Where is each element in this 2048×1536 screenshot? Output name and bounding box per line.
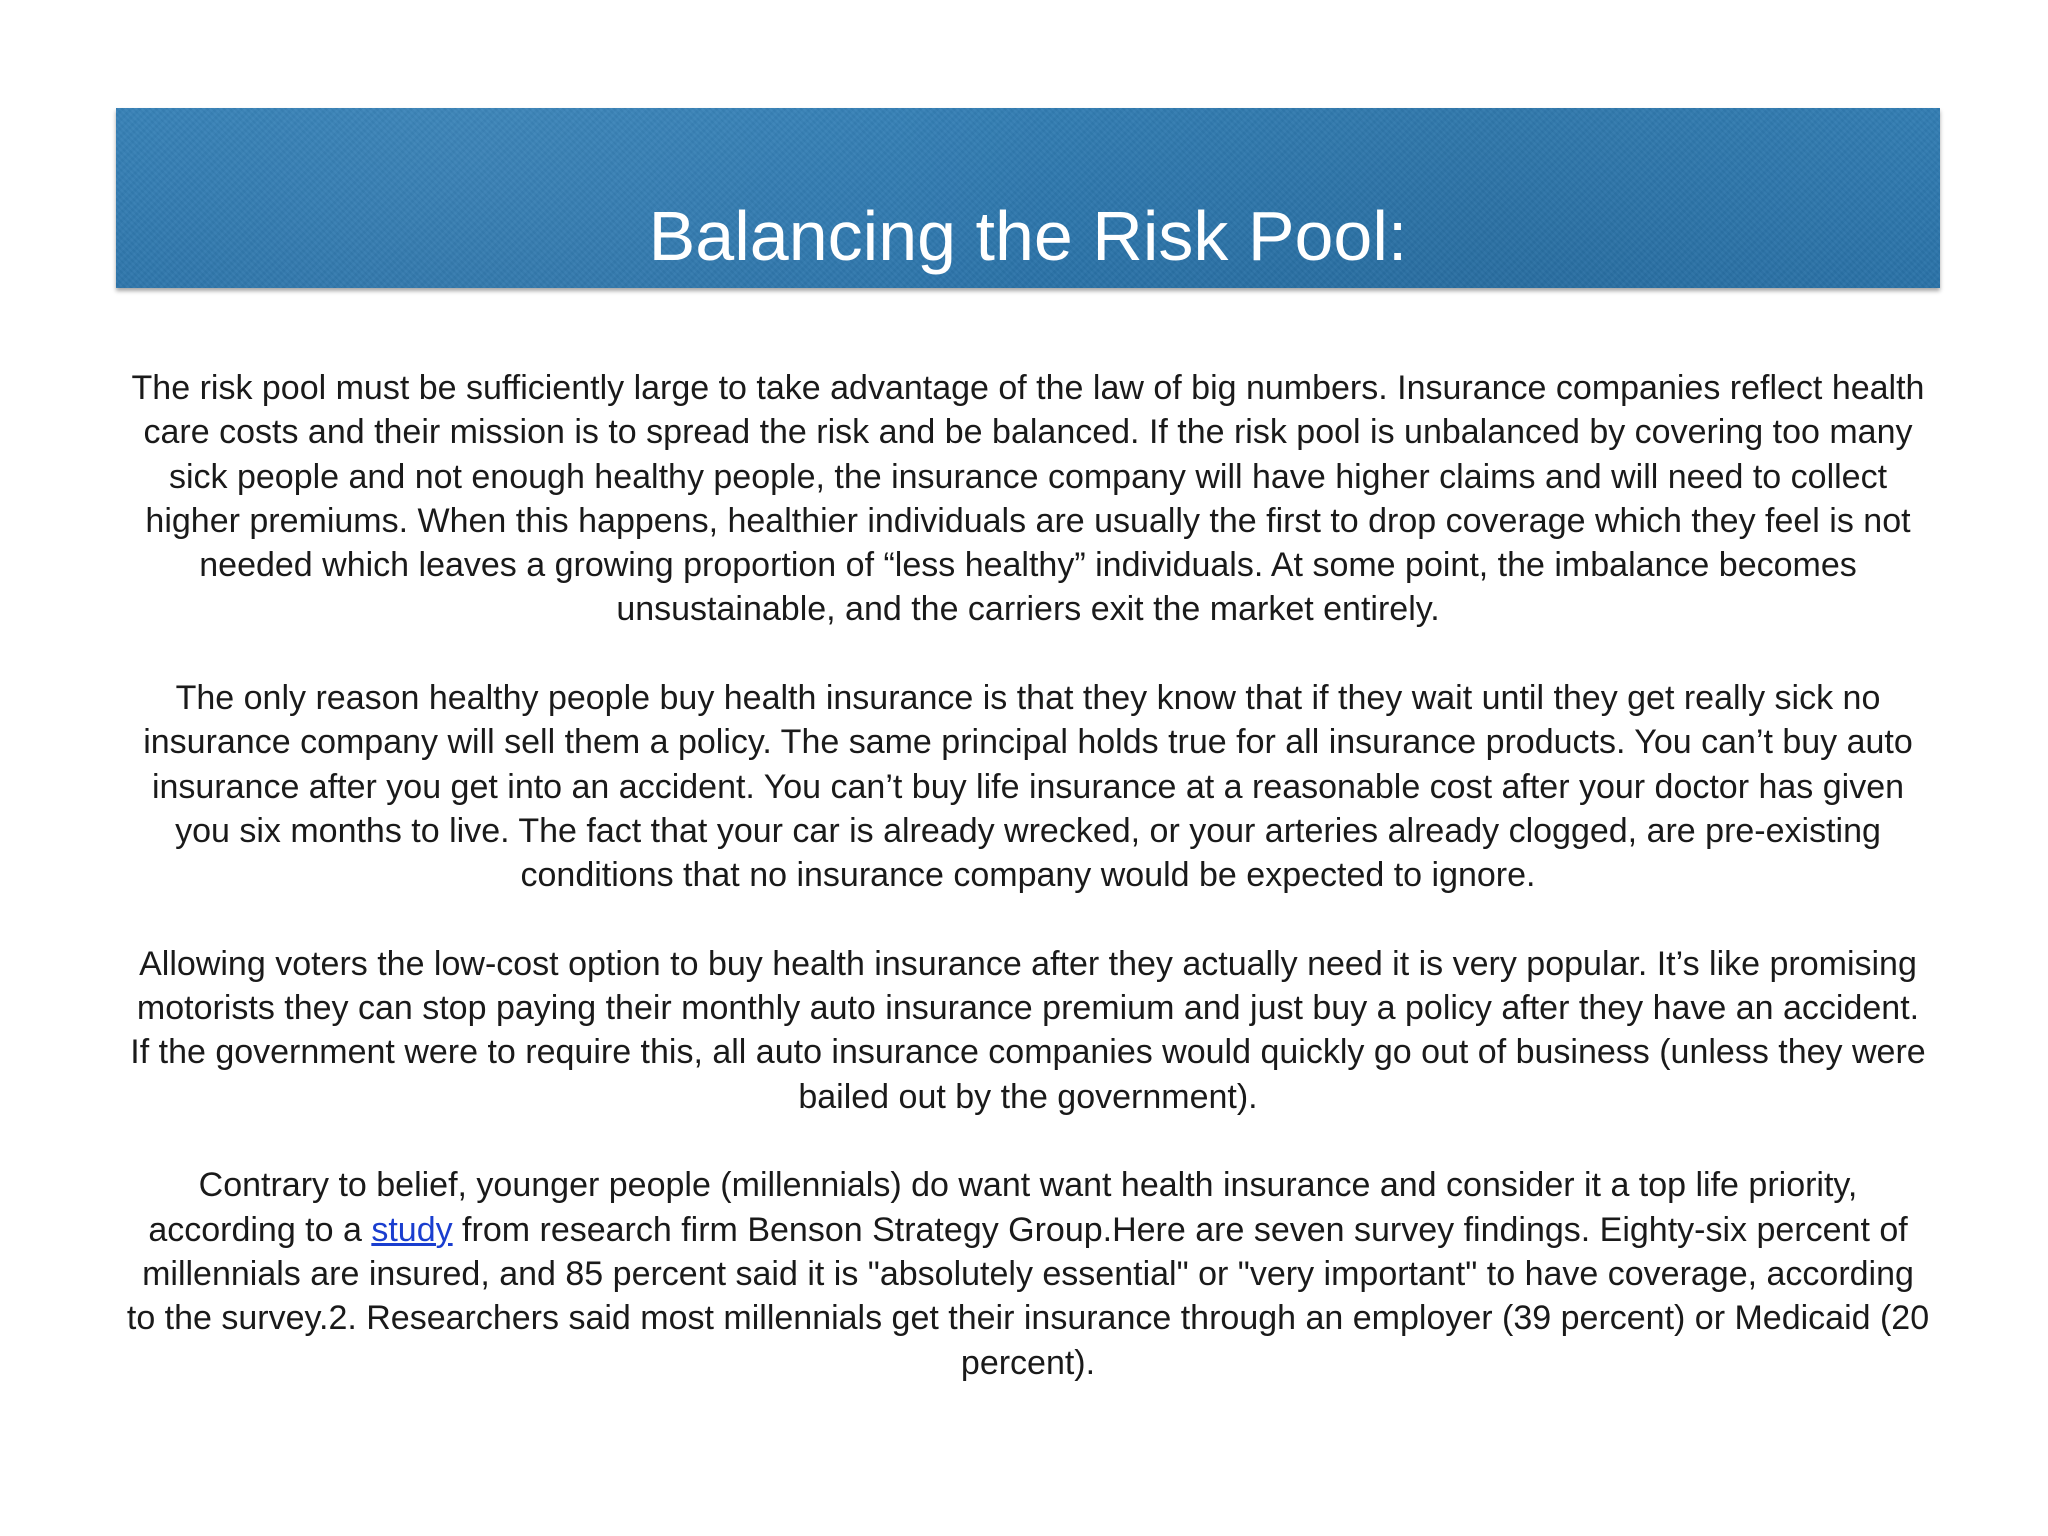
title-banner (116, 108, 1940, 288)
paragraph-healthy-people: The only reason healthy people buy health insurance is that they know that if they wait until they get really sick no insurance company will sell them a policy. The same principal holds true for all insurance products. You can’t buy auto insurance after you get into an accident. You can’t buy life insurance at a reasonable cost after your doctor has given you six months to live. The fact that your car is already wrecked, or your arteries already clogged, are pre-existing conditions that no insurance company would be expected to ignore. (143, 679, 1913, 895)
paragraph-risk-pool: The risk pool must be sufficiently large to take advantage of the law of big numbers. Insurance companies reflect health care costs and their mission is to spread the risk and be balanced. If the risk pool is unbalanced by covering too many sick people and not enough healthy people, the insurance company will have higher claims and will need to collect higher premiums. When this happens, healthier individuals are usually the first to drop coverage which they feel is not needed which leaves a growing proportion of “less healthy” individuals. At some point, the imbalance becomes unsustainable, and the carriers exit the market entirely. (131, 369, 1925, 629)
paragraph-millennials (126, 1163, 1930, 1384)
paragraph-low-cost-option: Allowing voters the low-cost option to buy health insurance after they actually need it is very popular. It’s like promising motorists they can stop paying their monthly auto insurance premium and just buy a policy after they have an accident. If the government were to require this, all auto insurance companies would quickly go out of business (unless they were bailed out by the government). (130, 944, 1926, 1116)
paragraph-millennials-before-link: Contrary to belief, younger people (millennials) do want want health insurance and consider it a top life priority, according to a (148, 1166, 1858, 1249)
slide-title: Balancing the Risk Pool: (648, 197, 1408, 275)
study-link[interactable]: study (371, 1210, 453, 1249)
paragraph-millennials-after-link: from research firm Benson Strategy Group.Here are seven survey findings. Eighty-six percent of millennials are insured, and 85 percent said it is "absolutely essential" or "very important" to have coverage, according to the survey.2. Researchers said most millennials get their insurance through an employer (39 percent) or Medicaid (20 percent). (126, 1210, 1930, 1382)
slide-body (126, 366, 1930, 1385)
